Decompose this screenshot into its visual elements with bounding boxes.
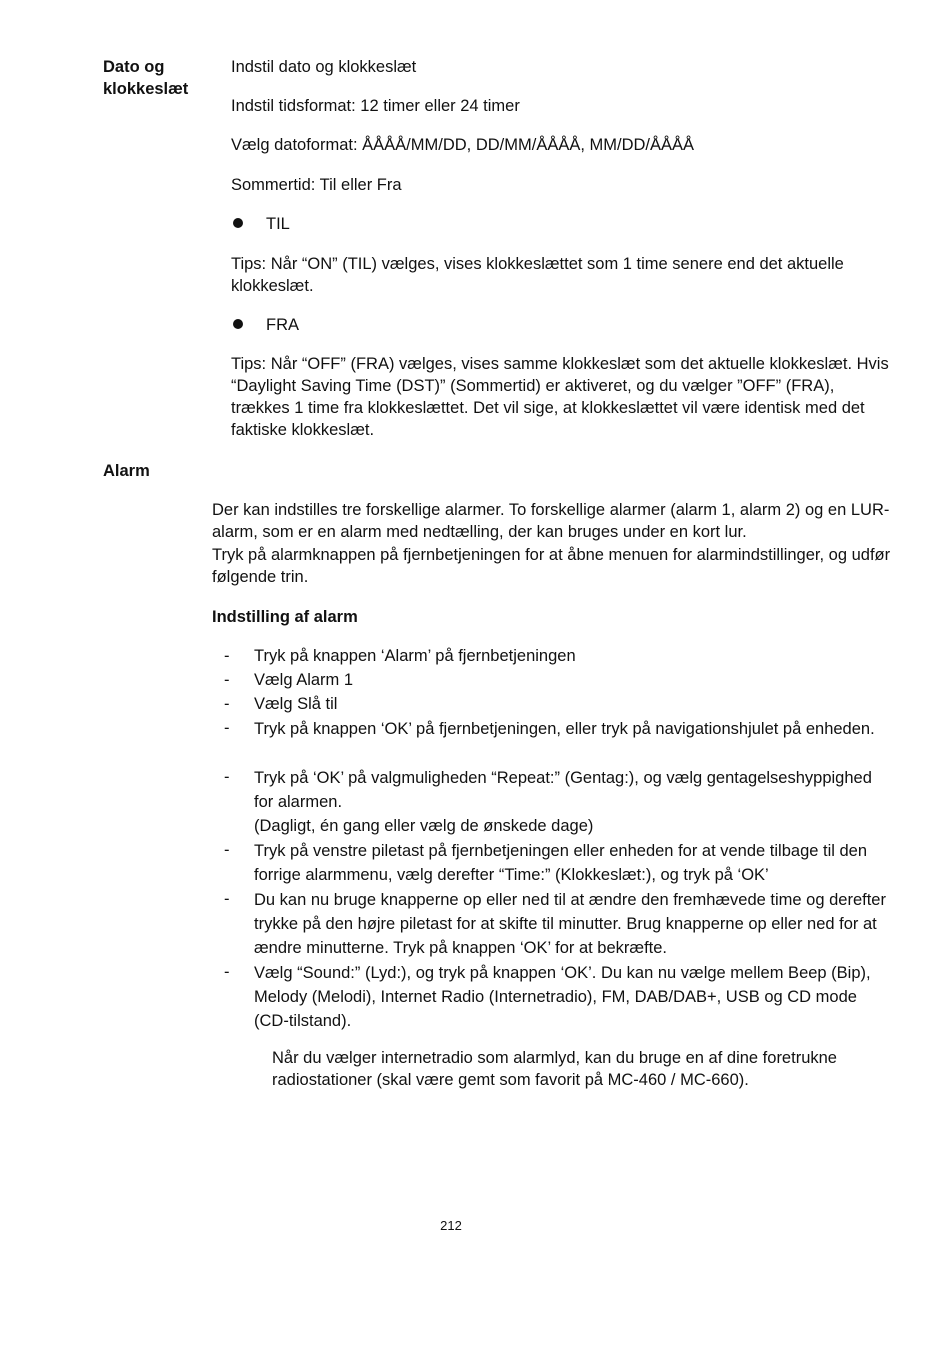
list-dash: - [224, 963, 230, 981]
repeat-note: (Dagligt, én gang eller vælg de ønskede dage) [254, 817, 594, 835]
set-date-time-text: Indstil dato og klokkeslæt [231, 58, 417, 76]
page-number: 212 [440, 1218, 462, 1233]
bullet-off-label: FRA [266, 316, 299, 334]
alarm-intro-text: Der kan indstilles tre forskellige alarmer. To forskellige alarmer (alarm 1, alarm 2) og en LUR-alarm, som er en alarm med nedtælling, der kan bruges under en kort lur. [212, 501, 890, 541]
tip-off-text: Tips: Når “OFF” (FRA) vælges, vises samme klokkeslæt som det aktuelle klokkeslæt. Hvis “Daylight Saving Time (DST)” (Sommertid) er aktiveret, og du vælger ”OFF” (FRA), trækkes 1 time fra klokkeslættet. Det vil sige, at klokkeslættet vil være identisk med det faktiske klokkeslæt. [231, 355, 889, 439]
list-item: Vælg Alarm 1 [254, 671, 354, 689]
section-heading-date-time: Dato og klokkeslæt [103, 58, 189, 98]
list-dash: - [224, 890, 230, 908]
list-item: Tryk på knappen ‘OK’ på fjernbetjeningen, eller tryk på navigationshjulet på enheden. [254, 720, 875, 738]
alarm-subheading: Indstilling af alarm [212, 608, 358, 626]
list-dash: - [224, 647, 230, 665]
list-item: Vælg “Sound:” (Lyd:), og tryk på knappen ‘OK’. Du kan nu vælge mellem Beep (Bip), Melody (Melodi), Internet Radio (Internetradio), FM, DAB/DAB+, USB og CD mode (CD-tilstand). [254, 964, 871, 1030]
alarm-instruction-text: Tryk på alarmknappen på fjernbetjeningen for at åbne menuen for alarmindstillinger, og udfør følgende trin. [212, 546, 891, 586]
time-format-text: Indstil tidsformat: 12 timer eller 24 timer [231, 97, 520, 115]
list-item: Du kan nu bruge knapperne op eller ned til at ændre den fremhævede time og derefter trykke på den højre piletast for at skifte til minutter. Brug knapperne op eller ned for at ændre minutterne. Tryk på knappen ‘OK’ for at bekræfte. [254, 891, 886, 957]
date-format-text: Vælg datoformat: ÅÅÅÅ/MM/DD, DD/MM/ÅÅÅÅ, MM/DD/ÅÅÅÅ [231, 136, 695, 154]
dst-text: Sommertid: Til eller Fra [231, 176, 402, 194]
tip-on-text: Tips: Når “ON” (TIL) vælges, vises klokkeslættet som 1 time senere end det aktuelle klokkeslæt. [231, 255, 844, 295]
section-heading-alarm: Alarm [103, 462, 150, 480]
bullet-on-label: TIL [266, 215, 290, 233]
list-dash: - [224, 695, 230, 713]
list-item: Tryk på ‘OK’ på valgmuligheden “Repeat:” (Gentag:), og vælg gentagelseshyppighed for alarmen. [254, 769, 872, 811]
list-dash: - [224, 841, 230, 859]
list-item: Vælg Slå til [254, 695, 338, 713]
list-item: Tryk på knappen ‘Alarm’ på fjernbetjeningen [254, 647, 576, 665]
list-dash: - [224, 671, 230, 689]
radio-note: Når du vælger internetradio som alarmlyd, kan du bruge en af dine foretrukne radiostationer (skal være gemt som favorit på MC-460 / MC-660). [272, 1049, 837, 1089]
list-dash: - [224, 768, 230, 786]
bullet-icon [233, 218, 243, 228]
list-item: Tryk på venstre piletast på fjernbetjeningen eller enheden for at vende tilbage til den forrige alarmmenu, vælg derefter “Time:” (Klokkeslæt:), og tryk på ‘OK’ [254, 842, 868, 884]
list-dash: - [224, 719, 230, 737]
bullet-icon [233, 319, 243, 329]
